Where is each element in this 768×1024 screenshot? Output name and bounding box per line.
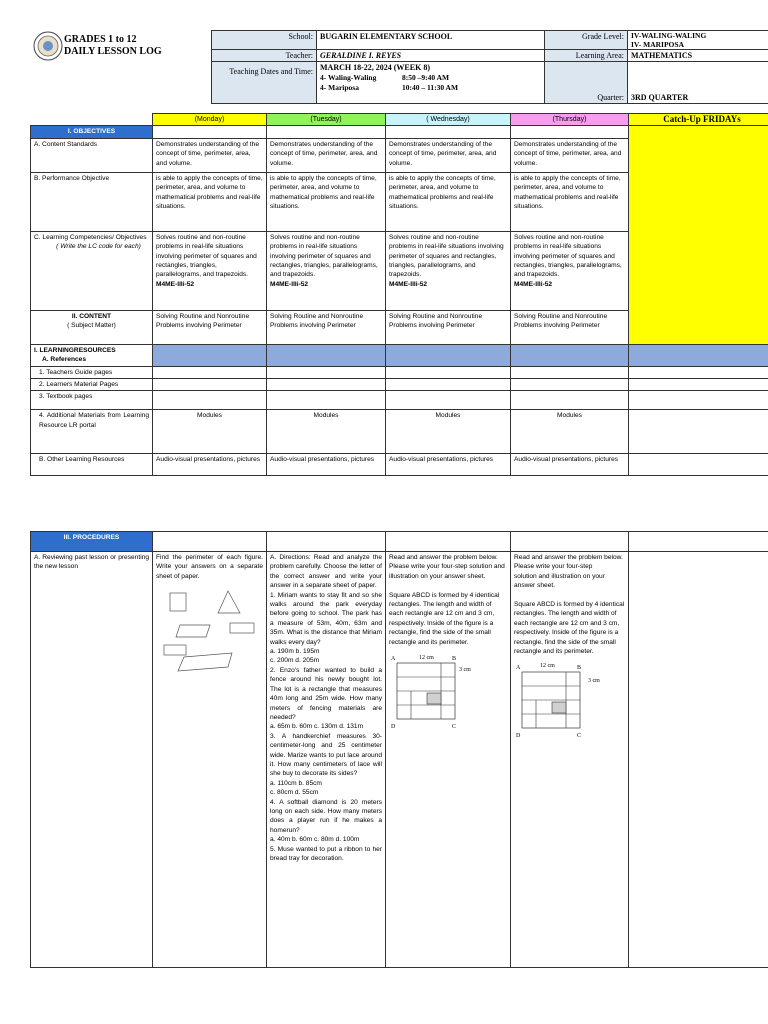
content-standards-thu: Demonstrates understanding of the concept of time, perimeter, area, and volume. [511, 138, 629, 172]
resources-heading: I. LEARNINGRESOURCES [34, 346, 116, 354]
time2-value: 10:40 – 11:30 AM [402, 83, 459, 92]
competencies-note: ( Write the LC code for each) [56, 243, 141, 251]
area-label: Learning Area: [545, 50, 628, 62]
quarter-label: Quarter: [545, 62, 628, 104]
fig-wed-c: C [452, 724, 457, 731]
time2-section: 4- Mariposa [320, 83, 359, 92]
fig-wed-wid: 3 cm [459, 667, 471, 674]
content-thu: Solving Routine and Nonroutine Problems involving Perimeter [511, 310, 629, 344]
content-label: II. CONTENT [71, 312, 112, 320]
textbook-pages-label: 3. Textbook pages [31, 391, 153, 410]
content-standards-tue: Demonstrates understanding of the concept of time, perimeter, area, and volume. [267, 138, 386, 172]
time1-section: 4- Waling-Waling [320, 73, 377, 82]
other-resources-thu: Audio-visual presentations, pictures [511, 454, 629, 476]
content-standards-wed: Demonstrates understanding of the concept of time, perimeter, area, and volume. [386, 138, 511, 172]
performance-wed: is able to apply the concepts of time, perimeter, area, and volume to mathematical problems and real-life situations. [386, 172, 511, 231]
procedures-heading: III. PROCEDURES [31, 532, 153, 552]
other-resources-mon: Audio-visual presentations, pictures [153, 454, 267, 476]
proc-thu-text: Read and answer the problem below. Please write your four-step solution and illustration on your answer sheet. Square ABCD is formed by 4 identical rectangles. The length and width of each rectangle are 12 cm and 3 cm, respectively. Inside of the figure is a rectangle, find the side of the small rectangle and its perimeter. [514, 554, 625, 656]
grades-label: GRADES 1 to 12 [64, 34, 137, 45]
fig-wed-d: D [391, 724, 396, 731]
content-wed: Solving Routine and Nonroutine Problems involving Perimeter [386, 310, 511, 344]
procedures-table [30, 531, 768, 968]
lc-code-mon: M4ME-IIIi-52 [156, 280, 195, 288]
other-resources-label: B. Other Learning Resources [31, 454, 153, 476]
lc-code-wed: M4ME-IIIi-52 [389, 280, 428, 288]
perimeter-figures [156, 585, 260, 680]
header-table [211, 30, 768, 104]
modules-tue: Modules [267, 410, 386, 454]
fig-thu-b: B [577, 665, 582, 672]
fig-thu-wid: 3 cm [588, 678, 600, 685]
content-standards-mon: Demonstrates understanding of the concept of time, perimeter, area, and volume. [153, 138, 267, 172]
proc-wed-text: Read and answer the problem below. Please write your four-step solution and illustration on your answer sheet. Square ABCD is formed by 4 identical rectangles. The length and width of each rectangle are 12 cm and 3 cm, respectively. Inside of the figure is a rectangle, find the side of the small rectangle and its perimeter. [389, 554, 505, 646]
modules-thu: Modules [511, 410, 629, 454]
modules-mon: Modules [153, 410, 267, 454]
performance-thu: is able to apply the concepts of time, perimeter, area, and volume to mathematical problems and real-life situations. [511, 172, 629, 231]
teacher-value: GERALDINE I. REYES [317, 50, 545, 62]
grade-value-1: IV-WALING-WALING [631, 31, 707, 40]
fig-thu-c: C [577, 733, 582, 740]
performance-label: B. Performance Objective [31, 172, 153, 231]
other-resources-wed: Audio-visual presentations, pictures [386, 454, 511, 476]
fig-wed-len: 12 cm [419, 655, 434, 662]
competencies-tue: Solves routine and non-routine problems in real-life situations involving perimeter of squares and rectangles, triangles, parallelograms, and trapezoids. [270, 233, 378, 279]
square-abcd-figure-thu [514, 660, 622, 740]
content-tue: Solving Routine and Nonroutine Problems involving Perimeter [267, 310, 386, 344]
tg-pages-label: 1. Teachers Guide pages [31, 366, 153, 378]
lm-pages-label: 2. Learners Material Pages [31, 379, 153, 391]
review-lesson-label: A. Reviewing past lesson or presenting the new lesson [31, 552, 153, 968]
deped-seal [33, 31, 63, 61]
performance-tue: is able to apply the concepts of time, perimeter, area, and volume to mathematical problems and real-life situations. [267, 172, 386, 231]
content-mon: Solving Routine and Nonroutine Problems involving Perimeter [153, 310, 267, 344]
fig-thu-a: A [516, 665, 521, 672]
quarter-value: 3RD QUARTER [628, 62, 768, 104]
square-abcd-figure-wed [389, 651, 497, 731]
lc-code-thu: M4ME-IIIi-52 [514, 280, 553, 288]
other-resources-tue: Audio-visual presentations, pictures [267, 454, 386, 476]
objectives-heading: I. OBJECTIVES [31, 126, 153, 138]
fig-wed-a: A [391, 656, 396, 663]
references-label: A. References [42, 356, 86, 364]
proc-mon-text: Find the perimeter of each figure. Write your answers on a separate sheet of paper. [156, 554, 263, 580]
competencies-wed: Solves routine and non-routine problems in real-life situations involving perimeter of squares and rectangles, triangles, parallelograms, and trapezoids. [389, 233, 504, 279]
fig-wed-b: B [452, 656, 457, 663]
proc-tue-text: A. Directions: Read and analyze the problem carefully. Choose the letter of the correct answer and write your answer in a separate sheet of paper. 1. Miriam wants to stay fit and so she walks around the park everyday before going to school. The park has a measure of 53m, 40m, 63m and 35m. What is the distance that Miriam walks every day? a. 190m b. 195m c. 200m d. 205m 2. Enzo's father wanted to build a fence around his newly bought lot. The lot is a rectangle that measures 40m long and 25m wide. How many meters of fencing materials are needed? a. 65m b. 60m c. 130m d. 131m 3. A handkerchief measures 30-centimeter-long and 25 centimeter wide. Marize wants to put lace around it. How many centimeters of lace will she buy to decorate its sides? a. 110cm b. 85cm c. 80cm d. 55cm 4. A softball diamond is 20 meters long on each side. How many meters does a player run if he makes a homerun? a. 40m b. 60m c. 80m d. 100m 5. Muse wanted to put a ribbon to her bread tray for decoration. [267, 552, 386, 968]
modules-wed: Modules [386, 410, 511, 454]
dates-label: Teaching Dates and Time: [212, 62, 317, 104]
content-standards-label: A. Content Standards [31, 138, 153, 172]
lc-code-tue: M4ME-IIIi-52 [270, 280, 309, 288]
day-wednesday: ( Wednesday) [386, 114, 511, 126]
teacher-label: Teacher: [212, 50, 317, 62]
area-value: MATHEMATICS [628, 50, 768, 62]
school-label: School: [212, 31, 317, 50]
grade-value-2: IV- MARIPOSA [631, 40, 684, 49]
grade-label: Grade Level: [545, 31, 628, 50]
day-friday: Catch-Up FRIDAYs [629, 114, 768, 126]
fig-thu-d: D [516, 733, 521, 740]
competencies-thu: Solves routine and non-routine problems in real-life situations involving perimeter of squares and rectangles, triangles, parallelograms, and trapezoids. [514, 233, 622, 279]
competencies-label: C. Learning Competencies/ Objectives [34, 233, 147, 241]
fig-thu-len: 12 cm [540, 663, 555, 670]
time1-value: 8:50 –9:40 AM [402, 73, 450, 82]
day-thursday: (Thursday) [511, 114, 629, 126]
day-monday: (Monday) [153, 114, 267, 126]
log-title: DAILY LESSON LOG [64, 46, 162, 57]
competencies-mon: Solves routine and non-routine problems in real-life situations involving perimeter of squares and rectangles, triangles, parallelograms, and trapezoids. [156, 233, 257, 279]
lesson-table [30, 113, 768, 476]
additional-materials-label: 4. Additional Materials from Learning Resource LR portal [31, 410, 153, 454]
performance-mon: is able to apply the concepts of time, perimeter, area, and volume to mathematical problems and real-life situations. [153, 172, 267, 231]
school-value: BUGARIN ELEMENTARY SCHOOL [317, 31, 545, 50]
dates-value: MARCH 18-22, 2024 (WEEK 8) [320, 63, 430, 72]
day-tuesday: (Tuesday) [267, 114, 386, 126]
content-sub: ( Subject Matter) [67, 322, 116, 330]
